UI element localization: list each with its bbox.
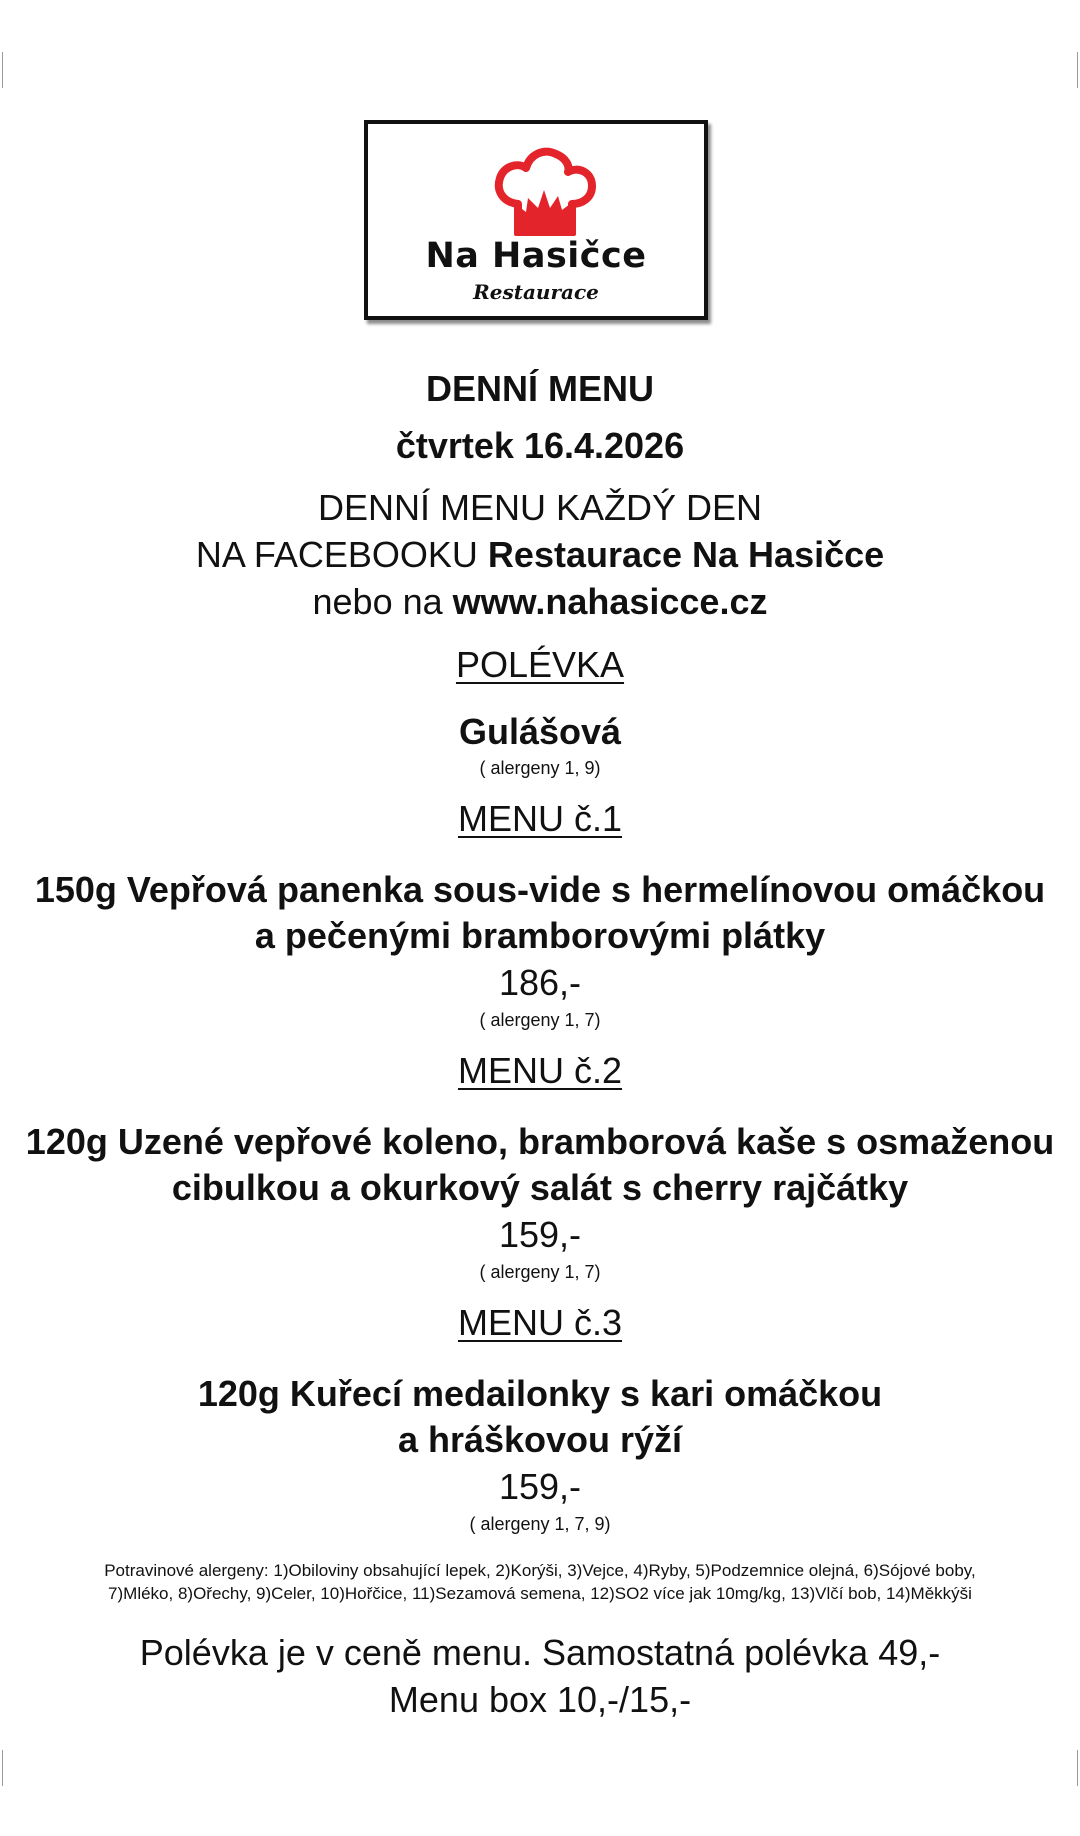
chef-hat-flame-icon — [492, 146, 596, 238]
menu-2-dish-line-2: cibulkou a okurkový salát s cherry rajčátky — [171, 1167, 909, 1208]
logo-name: Na Hasičce — [425, 236, 647, 276]
info-line-1: DENNÍ MENU KAŽDÝ DEN — [317, 487, 763, 528]
menu-3-dish-line-1: 120g Kuřecí medailonky s kari omáčkou — [197, 1373, 883, 1414]
menu-1-dish-line-2: a pečenými bramborovými plátky — [254, 915, 826, 956]
crop-mark-bottom-right — [1077, 1750, 1078, 1786]
menu-2-heading: MENU č.2 — [457, 1050, 623, 1091]
info-web-prefix: nebo na — [312, 581, 443, 622]
info-line-3 — [0, 578, 1080, 625]
menu-1-heading: MENU č.1 — [457, 798, 623, 839]
menu-3-heading: MENU č.3 — [457, 1302, 623, 1343]
crop-mark-top-left — [2, 52, 3, 88]
menu-2-allergens: ( alergeny 1, 7) — [479, 1262, 601, 1282]
menu-2-price: 159,- — [498, 1214, 582, 1255]
website-link[interactable]: www.nahasicce.cz — [452, 581, 768, 622]
soup-name: Gulášová — [458, 711, 622, 752]
menu-3-price: 159,- — [498, 1466, 582, 1507]
allergen-legend — [0, 1559, 1080, 1605]
menu-3-dish-line-2: a hráškovou rýží — [397, 1419, 683, 1460]
allergen-legend-line-1: Potravinové alergeny: 1)Obiloviny obsahující lepek, 2)Korýši, 3)Vejce, 4)Ryby, 5)Podzemnice olejná, 6)Sójové boby, — [104, 1561, 976, 1580]
menu-1-allergens: ( alergeny 1, 7) — [479, 1010, 601, 1030]
menu-3-dish — [0, 1371, 1080, 1463]
menu-1-dish-line-1: 150g Vepřová panenka sous-vide s hermelínovou omáčkou — [34, 869, 1046, 910]
restaurant-logo — [364, 120, 708, 320]
menu-2-dish — [0, 1119, 1080, 1211]
menu-1-price: 186,- — [498, 962, 582, 1003]
menu-1-dish — [0, 867, 1080, 959]
menu-content — [0, 360, 1080, 1723]
allergen-legend-line-2: 7)Mléko, 8)Ořechy, 9)Celer, 10)Hořčice, 11)Sezamová semena, 12)SO2 více jak 10mg/kg, 13)Vlčí bob, 14)Měkkýši — [108, 1584, 972, 1603]
menu-2-dish-line-1: 120g Uzené vepřové koleno, bramborová kaše s osmaženou — [25, 1121, 1055, 1162]
menu-title: DENNÍ MENU — [425, 368, 654, 409]
crop-mark-bottom-left — [2, 1750, 3, 1786]
soup-allergens: ( alergeny 1, 9) — [479, 758, 601, 778]
menu-date: čtvrtek 16.4.2026 — [395, 425, 685, 466]
menu-3-allergens: ( alergeny 1, 7, 9) — [469, 1514, 611, 1534]
soup-heading: POLÉVKA — [455, 644, 625, 685]
crop-mark-top-right — [1077, 52, 1078, 88]
footer-note — [0, 1629, 1080, 1723]
footer-line-2: Menu box 10,-/15,- — [388, 1679, 692, 1720]
footer-line-1: Polévka je v ceně menu. Samostatná polévka 49,- — [139, 1632, 941, 1673]
info-facebook-prefix: NA FACEBOOKU — [195, 534, 478, 575]
logo-subtitle: Restaurace — [473, 280, 599, 304]
facebook-page-name[interactable]: Restaurace Na Hasičce — [487, 534, 885, 575]
info-line-2 — [0, 531, 1080, 578]
